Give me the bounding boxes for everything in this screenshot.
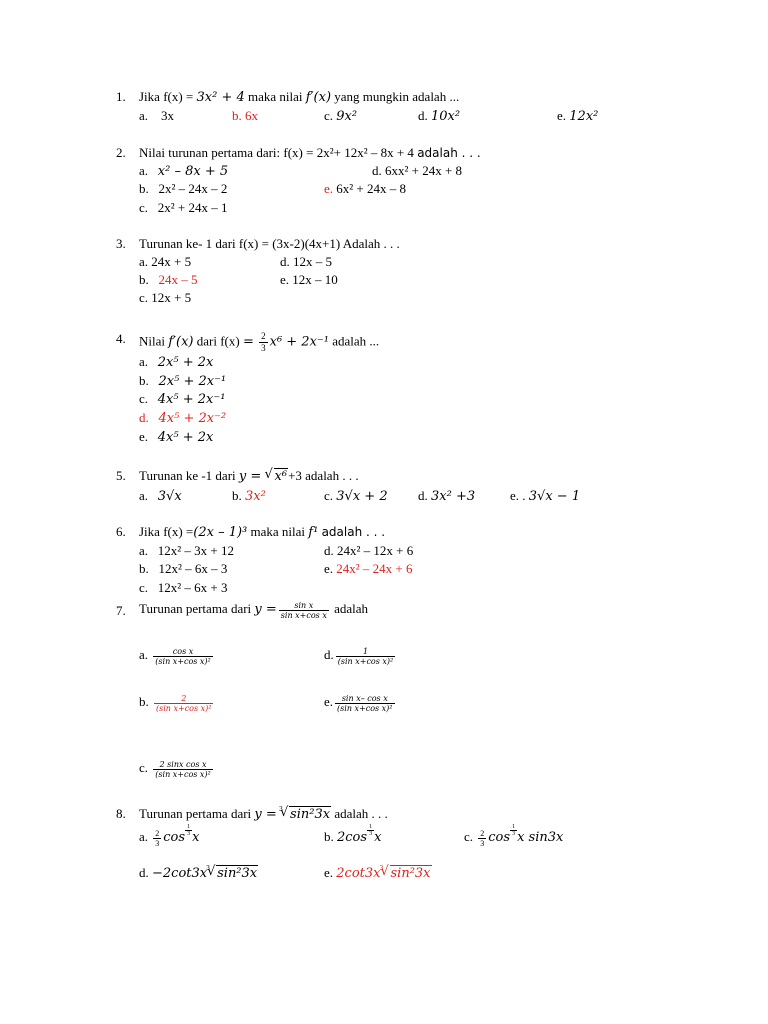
q4-option-e: e. 4x⁵ + 2x [139,429,214,445]
q2-fx: 2x²+ 12x² – 8x + 4 [316,145,414,160]
q2-option-a: a. x² – 8x + 5 [139,163,229,179]
q1-stem-b: maka nilai [248,89,303,104]
q5-stem: Turunan ke -1 dari y = √ x⁶+3 adalah . . . [139,468,359,485]
q1-fx: 3x² + 4 [196,90,245,105]
q2-option-d: d. 6xx² + 24x + 8 [372,163,463,178]
q5-radical: √ x⁶ [265,469,289,485]
q3-number: 3. [116,236,126,251]
q5-option-b: b. 3x² [232,488,266,504]
q6-stem: Jika f(x) =(2x – 1)³ maka nilai f¹ adalah . . . [139,524,386,540]
q2-number: 2. [116,145,126,160]
q3-option-b: b. 24x – 5 [139,272,198,287]
q4-number: 4. [116,331,126,346]
q6-option-c: c. 12x² – 6x + 3 [139,580,228,595]
q8-option-c: c. $\frac{2}{3}$ cos $\frac{1}{3}$ x sin3x [464,824,564,848]
q1-option-c: c. 9x² [324,108,358,124]
q4-option-d: d. 4x⁵ + 2x⁻² [139,410,227,426]
q4-option-b: b. 2x⁵ + 2x⁻¹ [139,373,227,389]
q6-number: 6. [116,524,126,539]
q4-fprime: f′(x) [168,334,194,350]
q4-fraction: $\frac{2}{3}$ [261,331,266,353]
q1-stem-a: Jika f(x) = [139,89,194,104]
q6-option-d: d. 24x² – 12x + 6 [324,543,414,558]
q4-option-a: a. 2x⁵ + 2x [139,354,214,370]
q1-option-d: d. 10x² [418,108,461,124]
q6-option-e: e. 24x² – 24x + 6 [324,561,413,576]
q5-option-d: d. 3x² +3 [418,488,476,504]
q3-option-a: a. 24x + 5 [139,254,192,269]
q8-option-a: a. $\frac{2}{3}$ cos $\frac{1}{3}$ x [139,824,200,848]
q7-fraction: $\frac{\text{sin x}}{\text{sin x+cos x}}$ [280,600,327,620]
q1-stem-c: yang mungkin adalah ... [334,89,460,104]
q6-option-a: a. 12x² – 3x + 12 [139,543,235,558]
q7-option-e: e. $\frac{\text{sin x– cos x}}{\text{(sin x+cos x)²}}$ [324,693,393,713]
q1-option-a: a. 3x [139,108,175,123]
q4-option-c: c. 4x⁵ + 2x⁻¹ [139,391,226,407]
q4-expr: x⁶ + 2x⁻¹ [269,334,329,350]
q2-stem: Nilai turunan pertama dari: f(x) = 2x²+ 12x² – 8x + 4 adalah . . . [139,145,481,160]
q3-stem: Turunan ke- 1 dari f(x) = (3x-2)(4x+1) Adalah . . . [139,236,400,251]
q5-option-c: c. 3√x + 2 [324,488,388,504]
q2-option-c: c. 2x² + 24x – 1 [139,200,228,215]
q1-fprime: f′(x) [305,90,332,105]
q1-option-e: e. 12x² [557,108,599,124]
q4-stem: Nilai f′(x) dari f(x) = $\frac{2}{3}$ x⁶ + 2x⁻¹ adalah ... [139,331,380,353]
q1-number: 1. [116,89,126,104]
q2-option-e: e. 6x² + 24x – 8 [324,181,407,196]
q8-stem: Turunan pertama dari y = √ 3 sin²3x adalah . . . [139,806,388,823]
q7-option-b: b. $\frac{2}{\text{(sin x+cos x)²}}$ [139,693,212,713]
q5-option-e: e. . 3√x − 1 [510,488,581,504]
q7-option-a: a. $\frac{\text{cos x}}{\text{(sin x+cos x)²}}$ [139,646,211,666]
q5-number: 5. [116,468,126,483]
q3-option-c: c. 12x + 5 [139,290,192,305]
q6-option-b: b. 12x² – 6x – 3 [139,561,228,576]
q3-option-d: d. 12x – 5 [280,254,332,269]
q2-option-b: b. 2x² – 24x – 2 [139,181,228,196]
q7-number: 7. [116,603,126,618]
q7-option-d: d. $\frac{1}{\text{(sin x+cos x)²}}$ [324,646,394,666]
q8-option-e: e. 2cot3x √ 3 sin²3x [324,865,432,882]
q8-option-b: b. 2cos $\frac{1}{3}$ x [324,824,382,845]
q5-option-a: a. 3√x [139,488,182,504]
q3-option-e: e. 12x – 10 [280,272,338,287]
q7-option-c: c. $\frac{\text{2 sinx cos x}}{\text{(sin x+cos x)²}}$ [139,759,211,779]
q1-option-b: b. 6x [232,108,258,123]
q8-number: 8. [116,806,126,821]
q8-radical: √ 3 sin²3x [280,807,331,823]
q8-option-d: d. −2cot3x √ 3 sin²3x [139,865,258,882]
q1-stem [139,89,459,106]
q7-stem: Turunan pertama dari y = $\frac{\text{sin x}}{\text{sin x+cos x}}$ adalah [139,600,368,620]
